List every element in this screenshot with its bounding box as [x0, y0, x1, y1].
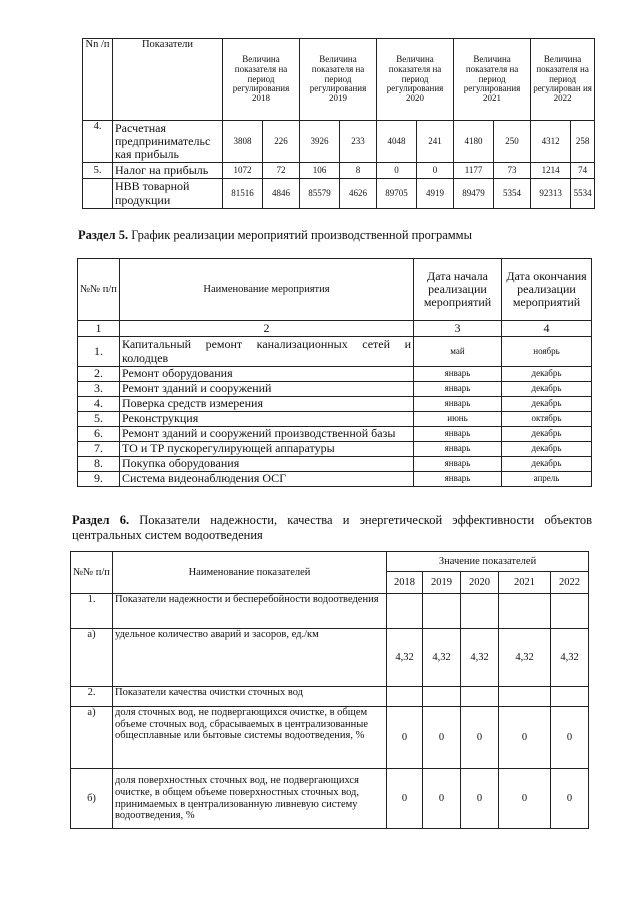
- row-name: удельное количество аварий и засоров, ед./км: [113, 629, 387, 687]
- row-name: Ремонт оборудования: [120, 367, 414, 382]
- colnum: 4: [502, 321, 592, 337]
- row-num: а): [71, 707, 113, 769]
- end-date: декабрь: [502, 367, 592, 382]
- cell: 4180: [454, 121, 494, 163]
- row-name: доля поверхностных сточных вод, не подвергающихся очистке, в общем объеме поверхностных сточных вод, принимаемых в централизованную ливневую систему водоотведения, %: [113, 769, 387, 829]
- cell: 74: [571, 163, 595, 179]
- table-row: [78, 457, 592, 472]
- header-indicator: Показатели: [113, 39, 223, 121]
- row-num: 6.: [78, 427, 120, 442]
- end-date: декабрь: [502, 427, 592, 442]
- cell: 0: [387, 769, 423, 829]
- table-row: [78, 442, 592, 457]
- end-date: декабрь: [502, 442, 592, 457]
- column-number-row: [78, 321, 592, 337]
- row-num: 2.: [71, 687, 113, 707]
- start-date: январь: [414, 442, 502, 457]
- cell: 89705: [377, 179, 417, 209]
- cell: 0: [461, 707, 499, 769]
- cell: 233: [340, 121, 377, 163]
- end-date: декабрь: [502, 382, 592, 397]
- row-name: Ремонт зданий и сооружений производственной базы: [120, 427, 414, 442]
- row-num: [83, 179, 113, 209]
- cell: [461, 687, 499, 707]
- row-name: Показатели надежности и бесперебойности водоотведения: [113, 594, 387, 629]
- cell: 0: [423, 769, 461, 829]
- row-num: 4.: [83, 121, 113, 163]
- colnum: 1: [78, 321, 120, 337]
- header-year-2021: Величина показателя на период регулирования 2021: [454, 39, 531, 121]
- cell: 3808: [223, 121, 263, 163]
- row-num: 4.: [78, 397, 120, 412]
- cell: 4,32: [461, 629, 499, 687]
- cell: 85579: [300, 179, 340, 209]
- cell: 4919: [417, 179, 454, 209]
- row-name: Поверка средств измерения: [120, 397, 414, 412]
- cell: 258: [571, 121, 595, 163]
- cell: 1214: [531, 163, 571, 179]
- table-row: [71, 629, 589, 687]
- section-6-title: Показатели надежности, качества и энергетической эффективности объектов центральных систем водоотведения: [72, 513, 592, 542]
- row-num: 2.: [78, 367, 120, 382]
- row-num: 8.: [78, 457, 120, 472]
- start-date: январь: [414, 427, 502, 442]
- year-2022: 2022: [551, 572, 589, 594]
- header-start-date: Дата начала реализации мероприятий: [414, 259, 502, 321]
- cell: 4,32: [499, 629, 551, 687]
- cell: 4,32: [387, 629, 423, 687]
- header-num: №№ п/п: [78, 259, 120, 321]
- end-date: ноябрь: [502, 337, 592, 367]
- reliability-indicators-table: [70, 551, 589, 829]
- table-header-row: [71, 552, 589, 572]
- colnum: 3: [414, 321, 502, 337]
- cell: 73: [494, 163, 531, 179]
- table-row: [78, 337, 592, 367]
- production-program-schedule-table: [77, 258, 592, 487]
- table-row: [78, 367, 592, 382]
- row-name: Реконструкция: [120, 412, 414, 427]
- cell: 72: [263, 163, 300, 179]
- cell: 5354: [494, 179, 531, 209]
- table-header-row: [78, 259, 592, 321]
- cell: 241: [417, 121, 454, 163]
- cell: [387, 594, 423, 629]
- cell: 4312: [531, 121, 571, 163]
- table-row: [71, 707, 589, 769]
- row-num: 5.: [83, 163, 113, 179]
- cell: 250: [494, 121, 531, 163]
- cell: 4626: [340, 179, 377, 209]
- table-row: [71, 687, 589, 707]
- colnum: 2: [120, 321, 414, 337]
- cell: 4,32: [423, 629, 461, 687]
- cell: 81516: [223, 179, 263, 209]
- table-row: [83, 179, 595, 209]
- header-year-2019: Величина показателя на период регулирования 2019: [300, 39, 377, 121]
- year-2020: 2020: [461, 572, 499, 594]
- row-num: а): [71, 629, 113, 687]
- table-row: [83, 163, 595, 179]
- cell: 0: [551, 769, 589, 829]
- start-date: январь: [414, 457, 502, 472]
- row-num: 5.: [78, 412, 120, 427]
- end-date: октябрь: [502, 412, 592, 427]
- row-num: 7.: [78, 442, 120, 457]
- start-date: январь: [414, 382, 502, 397]
- end-date: декабрь: [502, 457, 592, 472]
- cell: [499, 594, 551, 629]
- cell: [551, 687, 589, 707]
- table-row: [78, 397, 592, 412]
- cell: 1072: [223, 163, 263, 179]
- year-2019: 2019: [423, 572, 461, 594]
- row-num: 3.: [78, 382, 120, 397]
- section-6-heading: [72, 513, 592, 543]
- cell: [423, 687, 461, 707]
- row-num: 1.: [78, 337, 120, 367]
- header-num: Nn /п: [83, 39, 113, 121]
- row-name: Ремонт зданий и сооружений: [120, 382, 414, 397]
- cell: [499, 687, 551, 707]
- start-date: июнь: [414, 412, 502, 427]
- cell: 4846: [263, 179, 300, 209]
- cell: 8: [340, 163, 377, 179]
- row-num: б): [71, 769, 113, 829]
- cell: 4,32: [551, 629, 589, 687]
- row-name: НВВ товарной продукции: [113, 179, 223, 209]
- table-header-row: [83, 39, 595, 121]
- cell: [461, 594, 499, 629]
- header-year-2022: Величина показателя на период регулирован ия 2022: [531, 39, 595, 121]
- cell: 0: [387, 707, 423, 769]
- header-values: Значение показателей: [387, 552, 589, 572]
- cell: 226: [263, 121, 300, 163]
- cell: 0: [377, 163, 417, 179]
- header-indicator-name: Наименование показателей: [113, 552, 387, 594]
- cell: 3926: [300, 121, 340, 163]
- cell: 4048: [377, 121, 417, 163]
- end-date: декабрь: [502, 397, 592, 412]
- table-row: [78, 427, 592, 442]
- start-date: январь: [414, 397, 502, 412]
- row-name: Покупка оборудования: [120, 457, 414, 472]
- row-num: 9.: [78, 472, 120, 487]
- table-row: [78, 472, 592, 487]
- section-5-heading: [78, 228, 472, 243]
- end-date: апрель: [502, 472, 592, 487]
- year-2021: 2021: [499, 572, 551, 594]
- section-5-label: Раздел 5.: [78, 228, 129, 242]
- table-row: [71, 594, 589, 629]
- row-name: ТО и ТР пускорегулирующей аппаратуры: [120, 442, 414, 457]
- section-6-label: Раздел 6.: [72, 513, 130, 527]
- table-row: [83, 121, 595, 163]
- cell: 0: [461, 769, 499, 829]
- cell: 92313: [531, 179, 571, 209]
- section-5-title: График реализации мероприятий производственной программы: [131, 228, 472, 242]
- row-num: 1.: [71, 594, 113, 629]
- header-year-2018: Величина показателя на период регулирования 2018: [223, 39, 300, 121]
- cell: 0: [499, 707, 551, 769]
- cell: 106: [300, 163, 340, 179]
- header-year-2020: Величина показателя на период регулирования 2020: [377, 39, 454, 121]
- table-row: [71, 769, 589, 829]
- header-end-date: Дата окончания реализации мероприятий: [502, 259, 592, 321]
- header-event-name: Наименование мероприятия: [120, 259, 414, 321]
- cell: [387, 687, 423, 707]
- cell: 0: [499, 769, 551, 829]
- cell: 5534: [571, 179, 595, 209]
- row-name: Расчетная предпринимательс кая прибыль: [113, 121, 223, 163]
- start-date: май: [414, 337, 502, 367]
- regulation-indicators-table: [82, 38, 595, 209]
- cell: 0: [551, 707, 589, 769]
- year-2018: 2018: [387, 572, 423, 594]
- row-name: доля сточных вод, не подвергающихся очистке, в общем объеме сточных вод, сбрасываемых в централизованные общесплавные или бытовые системы водоотведения, %: [113, 707, 387, 769]
- cell: 0: [417, 163, 454, 179]
- cell: 0: [423, 707, 461, 769]
- row-name: Показатели качества очистки сточных вод: [113, 687, 387, 707]
- start-date: январь: [414, 472, 502, 487]
- start-date: январь: [414, 367, 502, 382]
- header-num: №№ п/п: [71, 552, 113, 594]
- table-row: [78, 382, 592, 397]
- cell: [423, 594, 461, 629]
- row-name: Налог на прибыль: [113, 163, 223, 179]
- cell: [551, 594, 589, 629]
- cell: 89479: [454, 179, 494, 209]
- row-name: Капитальный ремонт канализационных сетей и колодцев: [120, 337, 414, 367]
- cell: 1177: [454, 163, 494, 179]
- row-name: Система видеонаблюдения ОСГ: [120, 472, 414, 487]
- table-row: [78, 412, 592, 427]
